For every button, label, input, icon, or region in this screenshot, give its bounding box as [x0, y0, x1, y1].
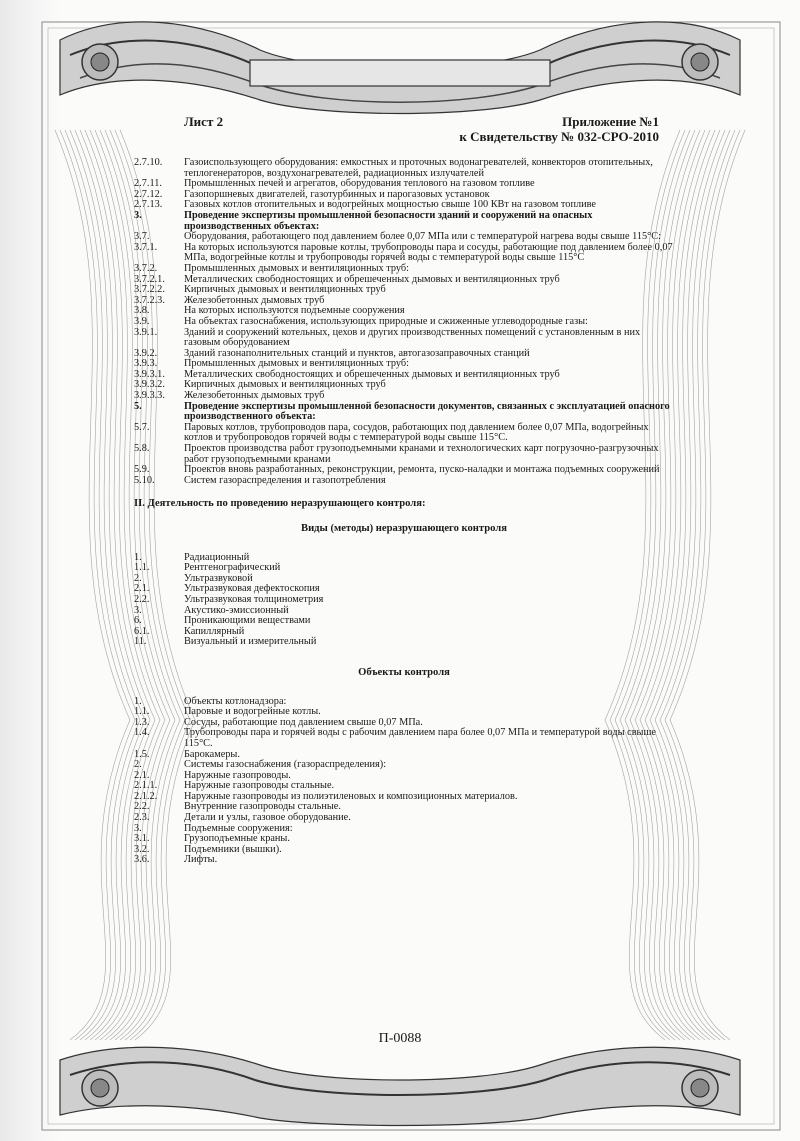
object-item-number: 1.4. [134, 727, 150, 739]
expertise-item-number: 3.7.1. [134, 241, 158, 253]
object-item-number: 1.5. [134, 748, 150, 760]
expertise-item-text: Проектов вновь разработанных, реконструкции, ремонта, пуско-наладки и монтажа подъемных сооружений [184, 464, 660, 476]
expertise-item-text: Металлических свободностоящих и обрешеченных дымовых и вентиляционных труб [184, 368, 560, 380]
expertise-item-number: 3.9.3.2. [134, 379, 165, 391]
expertise-item-number: 2.7.10. [134, 157, 163, 168]
method-item-text: Ультразвуковая толщинометрия [184, 593, 324, 605]
expertise-item-text: На которых используются подъемные сооружения [184, 305, 405, 317]
object-item-text: Наружные газопроводы из полиэтиленовых и композиционных материалов. [184, 790, 518, 802]
object-item-number: 3.6. [134, 854, 150, 866]
object-item-text: Объекты котлонадзора: [184, 695, 287, 707]
method-item-text: Визуальный и измерительный [184, 636, 317, 648]
object-item-number: 2.2. [134, 801, 150, 813]
method-item-number: 11. [134, 636, 147, 648]
expertise-item-text: Кирпичных дымовых и вентиляционных труб [184, 284, 386, 296]
object-item-text: Системы газоснабжения (газораспределения): [184, 759, 387, 771]
expertise-item-text: Оборудования, работающего под давлением более 0,07 МПа или с температурой нагрева воды свыше 115°С: [184, 231, 661, 243]
expertise-item-text: Газоиспользующего оборудования: емкостных и проточных водонагревателей, конвекторов отопительных, теплогенераторов, воздухонагревателей, радиационных излучателей [184, 157, 653, 179]
expertise-item-number: 3.8. [134, 305, 150, 317]
top-ornament [60, 22, 740, 114]
object-item-text: Внутренние газопроводы стальные. [184, 801, 341, 813]
bottom-ornament [60, 1047, 740, 1125]
expertise-item-number: 3.7.2. [134, 262, 158, 274]
expertise-item-number: 3.7.2.1. [134, 273, 165, 285]
method-item-text: Капиллярный [184, 625, 245, 637]
method-item [134, 637, 674, 648]
object-item-number: 2.1. [134, 769, 150, 781]
object-item-text: Детали и узлы, газовое оборудование. [184, 812, 351, 824]
method-item-number: 3. [134, 604, 142, 616]
object-item-number: 2.1.2. [134, 790, 158, 802]
object-item-text: Наружные газопроводы стальные. [184, 780, 335, 792]
object-item-number: 2.1.1. [134, 780, 158, 792]
expertise-item-number: 5.8. [134, 443, 150, 455]
expertise-item-number: 3.9.3.3. [134, 390, 165, 402]
expertise-item-number: 3.7.2.2. [134, 284, 165, 296]
objects-list [134, 697, 674, 867]
expertise-item-number: 3.7. [134, 231, 150, 243]
expertise-item-text: Промышленных печей и агрегатов, оборудования теплового на газовом топливе [184, 178, 535, 190]
method-item-number: 6. [134, 615, 142, 627]
expertise-item-number: 3.9.3.1. [134, 368, 165, 380]
expertise-item-text: Газовых котлов отопительных и водогрейных мощностью свыше 100 КВт на газовом топливе [184, 199, 596, 211]
methods-list [134, 553, 674, 648]
object-item-text: Сосуды, работающие под давлением свыше 0,07 МПа. [184, 716, 423, 728]
method-item-text: Ультразвуковая дефектоскопия [184, 583, 320, 595]
section-2-title: II. Деятельность по проведению неразрушающего контроля: [134, 498, 426, 510]
expertise-item-number: 5. [134, 400, 142, 412]
expertise-item-number: 3.9. [134, 315, 150, 327]
header [134, 110, 674, 158]
method-item-number: 2. [134, 572, 142, 584]
method-item-text: Проникающими веществами [184, 615, 311, 627]
sheet-number: Лист 2 [184, 114, 224, 129]
method-item-text: Ультразвуковой [184, 572, 253, 584]
methods-title: Виды (методы) неразрушающего контроля [301, 523, 507, 534]
method-item-text: Акустико-эмиссионный [184, 604, 289, 616]
expertise-item [134, 444, 674, 465]
object-item-number: 2.3. [134, 812, 150, 824]
expertise-item-text: Проведение экспертизы промышленной безопасности документов, связанных с эксплуатацией опасного производственного объекта: [184, 400, 670, 423]
method-item-text: Радиационный [184, 551, 250, 563]
expertise-item-text: Паровых котлов, трубопроводов пара, сосудов, работающих под давлением более 0,07 МПа, водогрейных котлов и трубопроводов горячей воды с температурой воды свыше 115°С. [184, 421, 649, 444]
expertise-item [134, 476, 674, 487]
expertise-item-text: Промышленных дымовых и вентиляционных труб: [184, 358, 410, 370]
expertise-item-number: 5.9. [134, 464, 150, 476]
object-item-number: 2. [134, 759, 142, 771]
expertise-item [134, 328, 674, 349]
certificate-reference: к Свидетельству № 032-СРО-2010 [459, 129, 659, 144]
expertise-item-text: Газопоршневых двигателей, газотурбинных и парогазовых установок [184, 188, 490, 200]
expertise-item-text: Систем газораспределения и газопотребления [184, 474, 386, 486]
expertise-item-number: 2.7.12. [134, 188, 163, 200]
document-body [134, 110, 674, 866]
object-item-text: Подъемники (вышки). [184, 843, 282, 855]
object-item [134, 855, 674, 866]
expertise-item-number: 5.10. [134, 474, 155, 486]
expertise-item-text: Зданий и сооружений котельных, цехов и других производственных помещений с установленным в них газовым оборудованием [184, 326, 641, 349]
object-item-number: 3.1. [134, 833, 150, 845]
method-item-number: 1. [134, 551, 142, 563]
object-item-text: Лифты. [184, 854, 218, 866]
expertise-item-number: 3.7.2.3. [134, 294, 165, 306]
expertise-item-number: 3. [134, 209, 142, 221]
appendix-title: Приложение №1 [562, 114, 659, 129]
expertise-item-text: Железобетонных дымовых труб [184, 390, 325, 402]
expertise-item-text: Проектов производства работ грузоподъемными кранами и технологических карт погрузочно-разгрузочных работ грузоподъемными кранами [184, 443, 659, 465]
object-item [134, 728, 674, 749]
method-item-number: 6.1. [134, 625, 150, 637]
expertise-item-text: На которых используются паровые котлы, трубопроводы пара и сосуды, работающие под давлением более 0,07 МПа, водогрейные котлы и трубопроводы горячей воды с температурой воды свыше 115°С [184, 241, 673, 264]
method-item-number: 2.2. [134, 593, 150, 605]
object-item-text: Подъемные сооружения: [184, 822, 293, 834]
object-item-number: 1. [134, 695, 142, 707]
method-item-number: 2.1. [134, 583, 150, 595]
method-item-number: 1.1. [134, 562, 150, 574]
object-item-number: 1.3. [134, 716, 150, 728]
expertise-item [134, 243, 674, 264]
object-item-number: 3.2. [134, 843, 150, 855]
object-item-text: Трубопроводы пара и горячей воды с рабочим давлением пара более 0,07 МПа и температурой воды свыше 115°С. [184, 727, 656, 749]
expertise-item-number: 3.9.3. [134, 358, 158, 370]
expertise-item-number: 2.7.11. [134, 178, 162, 190]
objects-title: Объекты контроля [358, 666, 450, 678]
method-item-text: Рентгенографический [184, 562, 281, 574]
expertise-item-number: 2.7.13. [134, 199, 163, 211]
expertise-item-text: На объектах газоснабжения, использующих природные и сжиженные углеводородные газы: [184, 315, 588, 327]
expertise-item-text: Промышленных дымовых и вентиляционных труб: [184, 262, 410, 274]
object-item-text: Паровые и водогрейные котлы. [184, 706, 321, 718]
object-item-text: Наружные газопроводы. [184, 769, 291, 781]
object-item-text: Грузоподъемные краны. [184, 833, 290, 845]
expertise-item-text: Железобетонных дымовых труб [184, 294, 325, 306]
expertise-item-text: Проведение экспертизы промышленной безопасности зданий и сооружений на опасных производственных объектах: [184, 209, 593, 232]
expertise-item-number: 5.7. [134, 421, 150, 433]
object-item-text: Барокамеры. [184, 748, 240, 760]
expertise-item-number: 3.9.2. [134, 347, 158, 359]
expertise-item [134, 402, 674, 423]
expertise-item-text: Зданий газонаполнительных станций и пунктов, автогазозаправочных станций [184, 347, 530, 359]
object-item-number: 3. [134, 822, 142, 834]
expertise-item-text: Кирпичных дымовых и вентиляционных труб [184, 379, 386, 391]
expertise-item [134, 211, 674, 232]
object-item-number: 1.1. [134, 706, 150, 718]
expertise-list [134, 158, 674, 486]
expertise-item-number: 3.9.1. [134, 326, 158, 338]
expertise-item [134, 423, 674, 444]
expertise-item [134, 158, 674, 179]
footer-code: П-0088 [378, 1031, 422, 1046]
expertise-item-text: Металлических свободностоящих и обрешеченных дымовых и вентиляционных труб [184, 273, 560, 285]
